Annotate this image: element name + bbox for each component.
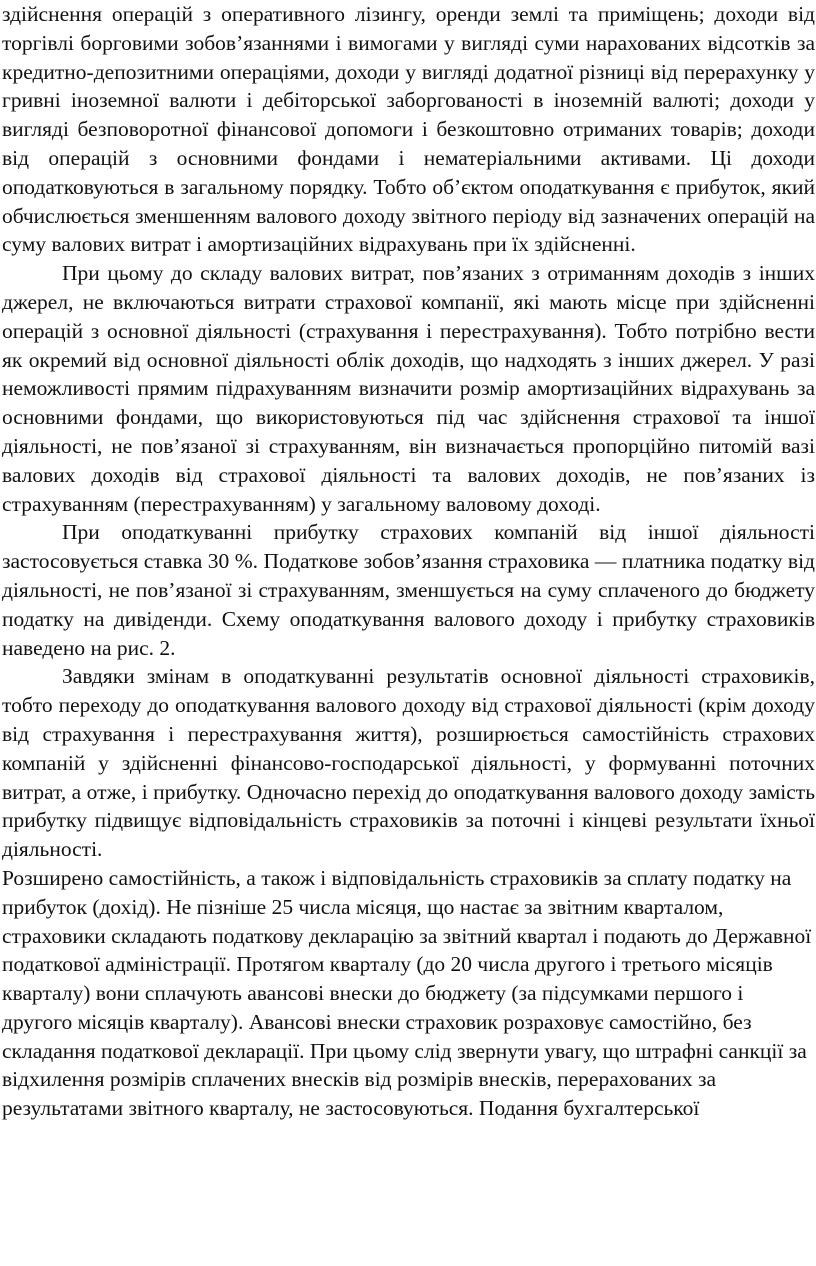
paragraph-5: Розширено самостійність, а також і відповідальність страховиків за сплату податку на прибуток (дохід). Не пізніше 25 числа місяця, що настає за звітним кварталом, страховики складають податкову декларацію за звітний квартал і подають до Державної податкової адміністрації. Протягом кварталу (до 20 числа другого і третього місяців кварталу) вони сплачують авансові внески до бюджету (за підсумками першого і другого місяців кварталу). Авансові внески страховик розраховує самостійно, без складання податкової декларації. При цьому слід звернути увагу, що штрафні санкції за відхилення розмірів сплачених внесків від розмірів внесків, перерахованих за результатами звітного кварталу, не застосовуються. Подання бухгалтерської — [2, 865, 812, 1121]
paragraph-4: Завдяки змінам в оподаткуванні результатів основної діяльності страховиків, тобто переходу до оподаткування валового доходу від страхової діяльності (крім доходу від страхування і перестрахування життя), розширюється самостійність страхових компаній у здійсненні фінансово-господарської діяльності, у формуванні поточних витрат, а отже, і прибутку. Одночасно перехід до оподаткування валового доходу замість прибутку підвищує відповідальність страховиків за поточні і кінцеві результати їхньої діяльності. — [2, 664, 815, 862]
paragraph-1: здійснення операцій з оперативного лізингу, оренди землі та приміщень; доходи від торгівлі борговими зобов’язаннями і вимогами у вигляді суми нарахованих відсотків за кредитно-депозитними операціями, доходи у вигляді додатної різниці від перерахунку у гривні іноземної валюти і дебіторської заборгованості в іноземній валюті; доходи у вигляді безповоротної фінансової допомоги і безкоштовно отриманих товарів; доходи від операцій з основними фондами і нематеріальними активами. Ці доходи оподатковуються в загальному порядку. Тобто об’єктом оподаткування є прибуток, який обчислюється зменшенням валового доходу звітного періоду від зазначених операцій на суму валових витрат і амортизаційних відрахувань при їх здійсненні. — [2, 2, 815, 257]
paragraph-2: При цьому до складу валових витрат, пов’язаних з отриманням доходів з інших джерел, не включаються витрати страхової компанії, які мають місце при здійсненні операцій з основної діяльності (страхування і перестрахування). Тобто потрібно вести як окремий від основної діяльності облік доходів, що надходять з інших джерел. У разі неможливості прямим підрахуванням визначити розмір амортизаційних відрахувань за основними фондами, що використовуються під час здійснення страхової та іншої діяльності, не пов’язаної зі страхуванням, він визначається пропорційно питомій вазі валових доходів від страхової діяльності та валових доходів, не пов’язаних із страхуванням (перестрахуванням) у загальному валовому доході. — [2, 261, 815, 516]
paragraph-3: При оподаткуванні прибутку страхових компаній від іншої діяльності застосовується ставка 30 %. Податкове зобов’язання страховика — платника податку від діяльності, не пов’язаної зі страхуванням, зменшується на суму сплаченого до бюджету податку на дивіденди. Схему оподаткування валового доходу і прибутку страховиків наведено на рис. 2. — [2, 520, 815, 660]
